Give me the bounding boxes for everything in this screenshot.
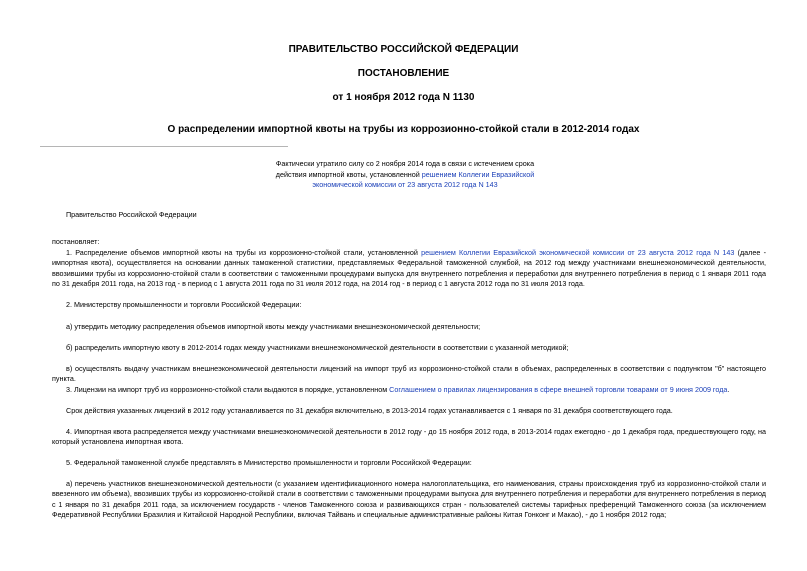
paragraph-3 — [52, 385, 766, 395]
status-note-link[interactable]: решением Коллегии Евразийской экономической комиссии от 23 августа 2012 года N 143 — [312, 169, 535, 190]
document-type-heading: ПОСТАНОВЛЕНИЕ — [357, 68, 450, 79]
divider — [40, 146, 288, 147]
paragraph-2b: б) распределить импортную квоту в 2012-2014 годах между участниками внешнеэкономической деятельности в соответствии с указанной методикой; — [66, 343, 569, 352]
status-note-text: Фактически утратило силу со 2 ноября 2014 года в связи с истечением срока действия импортной квоты, установленной — [275, 159, 535, 179]
paragraph-3-text-b: . — [727, 385, 730, 394]
paragraph-3-link[interactable]: Соглашением о правилах лицензирования в сфере внешней торговли товарами от 9 июня 2009 года — [389, 385, 728, 394]
issuer-heading: ПРАВИТЕЛЬСТВО РОССИЙСКОЙ ФЕДЕРАЦИИ — [288, 44, 519, 55]
paragraph-1-link[interactable]: решением Коллегии Евразийской экономической комиссии от 23 августа 2012 года N 143 — [421, 248, 735, 257]
paragraph-1 — [52, 248, 766, 289]
paragraph-5: 5. Федеральной таможенной службе представлять в Министерство промышленности и торговли Российской Федерации: — [66, 458, 472, 467]
decrees-line: постановляет: — [52, 237, 100, 246]
paragraph-2a: а) утвердить методику распределения объемов импортной квоты между участниками внешнеэкономической деятельности; — [66, 322, 481, 331]
paragraph-3-text-a: 3. Лицензии на импорт труб из коррозионно-стойкой стали выдаются в порядке, установленном — [66, 385, 390, 394]
paragraph-1-text-b: (далее - импортная квота), осуществляется на основании данных таможенной статистики, представляемых Федеральной таможенной службой, на 2012 год между участниками внешнеэкономической деятельности, ввозившими трубы из коррозионно-стойкой стали в соответствии с таможенными процедурами выпуска для внутреннего потребления и переработки для внутреннего потребления в период с 1 января 2011 года по 31 декабря 2011 года, на 2013 год - в период с 1 августа 2011 года по 31 июля 2012 года, на 2014 год - в период с 1 августа 2012 года по 31 июля 2013 года. — [52, 248, 766, 288]
paragraph-1-text-a: 1. Распределение объемов импортной квоты на трубы из коррозионно-стойкой стали, установленной — [66, 248, 422, 257]
paragraph-2: 2. Министерству промышленности и торговли Российской Федерации: — [66, 300, 302, 309]
document-title: О распределении импортной квоты на трубы из коррозионно-стойкой стали в 2012-2014 годах — [167, 124, 640, 135]
paragraph-3-term: Срок действия указанных лицензий в 2012 году устанавливается по 31 декабря включительно, в 2013-2014 годах устанавливается с 1 января по 31 декабря соответствующего года. — [66, 406, 673, 415]
paragraph-4: 4. Импортная квота распределяется между участниками внешнеэкономической деятельности в 2012 году - до 15 ноября 2012 года, в 2013-2014 годах ежегодно - до 1 декабря года, предшествующего году, на который установлена импортная квота. — [52, 427, 766, 447]
date-number-heading: от 1 ноября 2012 года N 1130 — [332, 92, 475, 103]
status-note — [260, 159, 550, 191]
paragraph-5a: а) перечень участников внешнеэкономической деятельности (с указанием идентификационного номера налогоплательщика, его наименования, страны происхождения труб из коррозионно-стойкой стали и ввезенного им объема), ввозивших трубы из коррозионно-стойкой стали в соответствии с таможенными процедурами выпуска для внутреннего потребления и переработки для внутреннего потребления в период с 1 января по 31 декабря 2011 года, за исключением государств - членов Таможенного союза и развивающихся стран - пользователей системы тарифных преференций Таможенного союза (за исключением Федеративной Республики Бразилия и Китайской Народной Республики, включая Тайвань и специальные административные районы Китая Гонконг и Макао), - до 1 ноября 2012 года; — [52, 479, 766, 519]
paragraph-2c: в) осуществлять выдачу участникам внешнеэкономической деятельности лицензий на импорт труб из коррозионно-стойкой стали в объемах, распределенных в соответствии с подпунктом "б" настоящего пункта. — [52, 364, 766, 384]
issuer-line: Правительство Российской Федерации — [66, 210, 197, 219]
